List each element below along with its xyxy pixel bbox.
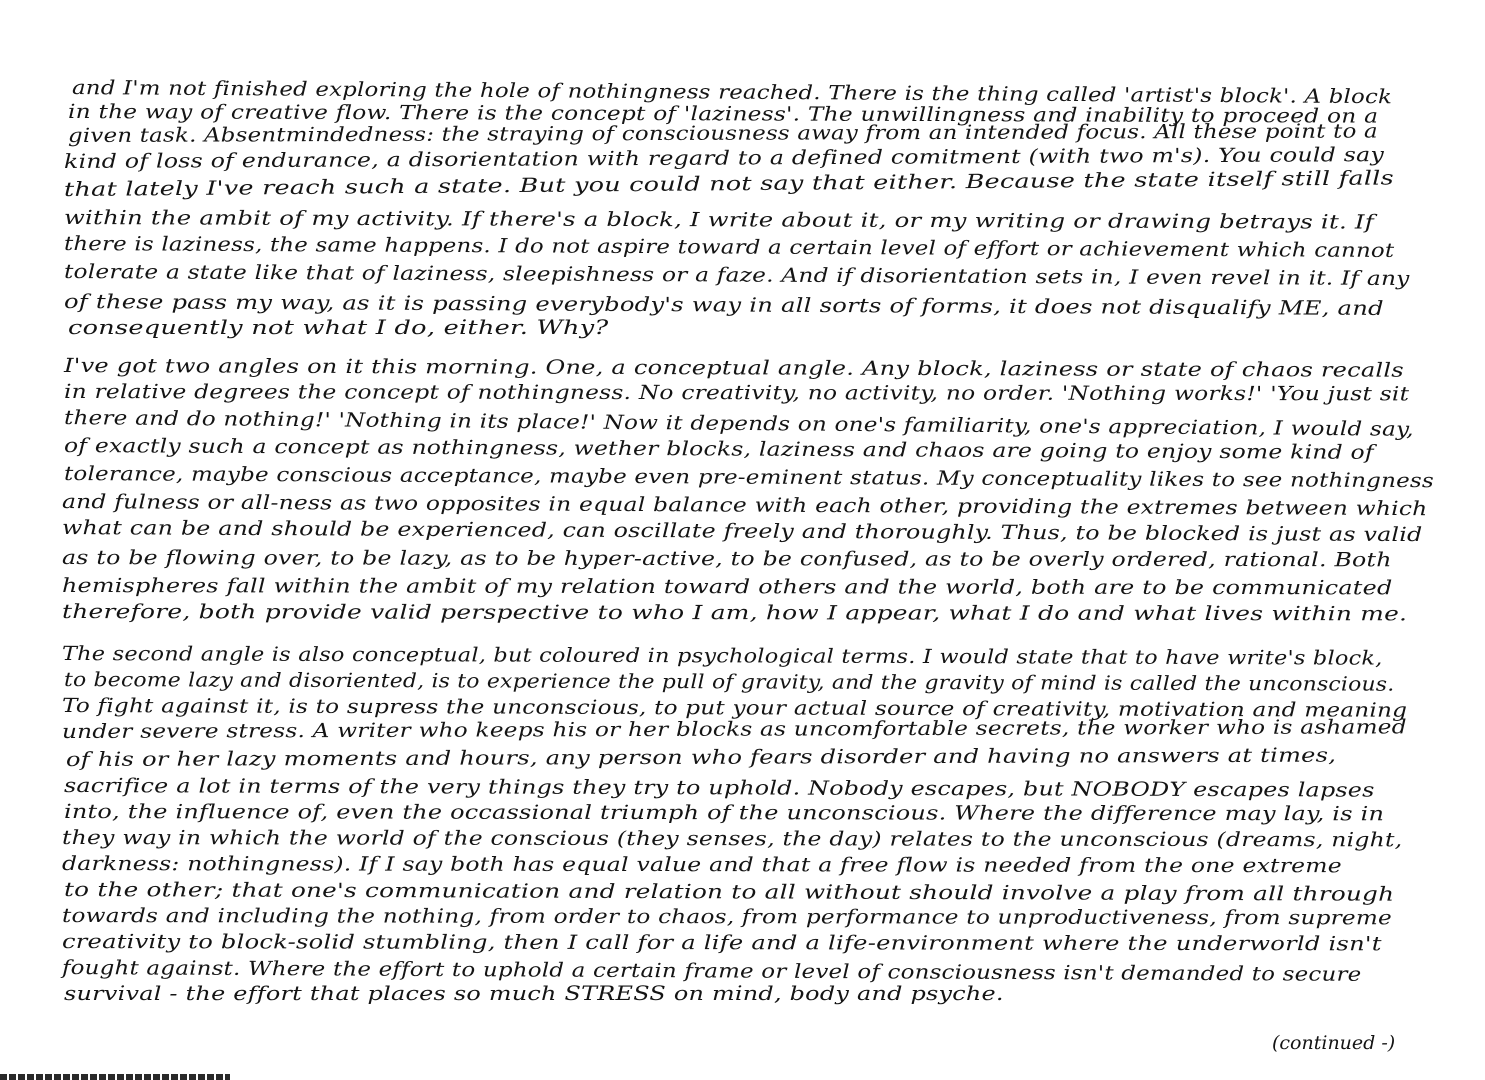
text-line: there is laziness, the same happens. I do not aspire toward a certain level of effort or achievement which cannot bbox=[63, 232, 1395, 262]
text-line: kind of loss of endurance, a disorientation with regard to a defined comitment (with two m's). You could say bbox=[63, 143, 1385, 173]
text-line: in the way of creative flow. There is the concept of 'laziness'. The unwillingness and inability to proceed on a bbox=[67, 100, 1379, 128]
scan-edge-mark bbox=[0, 1074, 230, 1080]
text-line: creativity to block-solid stumbling, then I call for a life and a life-environment where the underworld isn't bbox=[61, 930, 1382, 956]
text-line: survival - the effort that places so much STRESS on mind, body and psyche. bbox=[64, 982, 1004, 1005]
text-line: consequently not what I do, either. Why? bbox=[68, 316, 609, 339]
text-line: darkness: nothingness). If I say both has equal value and that a free flow is needed from the one extreme bbox=[61, 852, 1342, 878]
text-line: To fight against it, is to supress the unconscious, to put your actual source of creativity, motivation and meaning bbox=[61, 694, 1408, 722]
text-line: in relative degrees the concept of nothingness. No creativity, no activity, no order. 'Nothing works!' 'You just sit bbox=[63, 380, 1410, 406]
text-line: to become lazy and disoriented, is to experience the pull of gravity, and the gravity of mind is called the unconscious. bbox=[63, 668, 1395, 696]
text-line: of his or her lazy moments and hours, any person who fears disorder and having no answers at times, bbox=[65, 743, 1337, 771]
text-line: fought against. Where the effort to uphold a certain frame or level of consciousness isn't demanded to secure bbox=[61, 956, 1362, 986]
text-line: they way in which the world of the conscious (they senses, the day) relates to the unconscious (dreams, night, bbox=[61, 826, 1403, 852]
text-line: within the ambit of my activity. If there's a block, I write about it, or my writing or drawing betrays it. If bbox=[63, 206, 1375, 234]
text-line: given task. Absentmindedness: the straying of consciousness away from an intended focus. All these point to a bbox=[67, 119, 1378, 147]
text-line: sacrifice a lot in terms of the very things they try to uphold. Nobody escapes, but NOBODY escapes lapses bbox=[63, 774, 1375, 802]
text-line: of these pass my way, as it is passing everybody's way in all sorts of forms, it does not disqualify ME, and bbox=[63, 290, 1384, 320]
text-line: and fulness or all-ness as two opposites in equal balance with each other, providing the extremes between which bbox=[61, 490, 1428, 521]
text-line: under severe stress. A writer who keeps his or her blocks as uncomfortable secrets, the worker who is ashamed bbox=[61, 715, 1407, 743]
text-line: hemispheres fall within the ambit of my relation toward others and the world, both are to be communicated bbox=[61, 574, 1393, 600]
text-line: and I'm not finished exploring the hole of nothingness reached. There is the thing called 'artist's block'. A block bbox=[71, 76, 1393, 109]
text-line: therefore, both provide valid perspective to who I am, how I appear, what I do and what lives within me. bbox=[61, 600, 1408, 626]
continued-note: (continued -) bbox=[1272, 1032, 1396, 1054]
text-line: The second angle is also conceptual, but coloured in psychological terms. I would state that to have write's block, bbox=[61, 642, 1383, 670]
text-line: there and do nothing!' 'Nothing in its place!' Now it depends on one's familiarity, one's appreciation, I would say, bbox=[63, 406, 1414, 441]
text-line: of exactly such a concept as nothingness, wether blocks, laziness and chaos are going to enjoy some kind of bbox=[63, 434, 1374, 464]
text-line: as to be flowing over, to be lazy, as to be hyper-active, to be confused, as to be overly ordered, rational. Both bbox=[61, 546, 1392, 572]
text-line: tolerate a state like that of laziness, sleepishness or a faze. And if disorientation sets in, I even revel in it. If any bbox=[63, 260, 1410, 291]
text-line: I've got two angles on it this morning. One, a conceptual angle. Any block, laziness or state of chaos recalls bbox=[63, 354, 1404, 382]
text-line: into, the influence of, even the occassional triumph of the unconscious. Where the difference may lay, is in bbox=[63, 800, 1385, 826]
text-line: tolerance, maybe conscious acceptance, maybe even pre-eminent status. My conceptuality likes to see nothingness bbox=[63, 462, 1435, 493]
text-line: what can be and should be experienced, can oscillate freely and thoroughly. Thus, to be blocked is just as valid bbox=[61, 516, 1423, 547]
text-line: to the other; that one's communication and relation to all without should involve a play from all through bbox=[63, 878, 1395, 906]
text-line: towards and including the nothing, from order to chaos, from performance to unproductiveness, from supreme bbox=[61, 904, 1392, 930]
text-line: that lately I've reach such a state. But you could not say that either. Because the state itself still falls bbox=[63, 166, 1395, 201]
